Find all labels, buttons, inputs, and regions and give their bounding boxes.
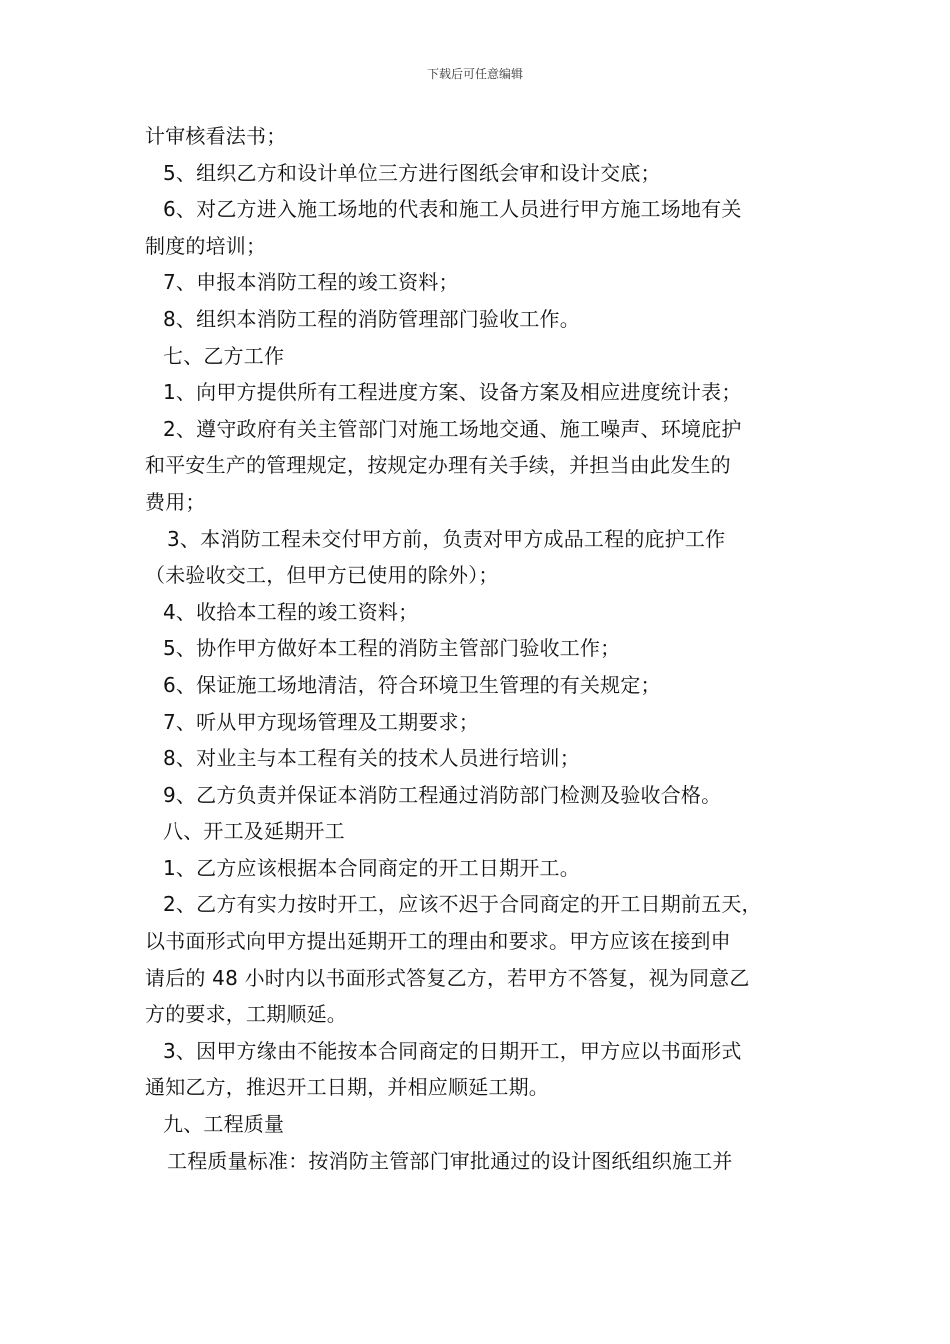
text-line: 2、遵守政府有关主管部门对施工场地交通、施工噪声、环境庇护 (163, 416, 742, 441)
document-body (145, 118, 813, 1179)
text-line: 工程质量标准：按消防主管部门审批通过的设计图纸组织施工并 (167, 1148, 733, 1173)
text-line: 制度的培训； (145, 233, 267, 258)
text-line: 5、协作甲方做好本工程的消防主管部门验收工作； (163, 636, 621, 661)
section-heading: 八、开工及延期开工 (163, 819, 345, 844)
text-line: 4、收拾本工程的竣工资料； (163, 599, 419, 624)
section-heading: 九、工程质量 (163, 1112, 285, 1137)
text-line: 计审核看法书； (145, 124, 287, 148)
text-line: （未验收交工，但甲方已使用的除外）； (145, 563, 499, 588)
text-line: 方的要求，工期顺延。 (145, 1002, 347, 1027)
section-heading: 七、乙方工作 (163, 343, 285, 368)
text-line: 2、乙方有实力按时开工，应该不迟于合同商定的开工日期前五天， (163, 892, 762, 917)
text-line: 3、因甲方缘由不能按本合同商定的日期开工，甲方应以书面形式 (163, 1038, 742, 1063)
page-header: 下载后可任意编辑 (426, 67, 523, 81)
text-line: 请后的 48 小时内以书面形式答复乙方，若甲方不答复，视为同意乙 (145, 965, 750, 990)
text-line: 通知乙方，推迟开工日期，并相应顺延工期。 (145, 1075, 549, 1100)
text-line: 8、对业主与本工程有关的技术人员进行培训； (163, 746, 580, 771)
text-line: 7、听从甲方现场管理及工期要求； (163, 709, 479, 734)
text-line: 9、乙方负责并保证本消防工程通过消防部门检测及验收合格。 (163, 782, 722, 807)
text-line: 费用； (145, 489, 206, 514)
text-line: 5、组织乙方和设计单位三方进行图纸会审和设计交底； (163, 160, 661, 185)
text-line: 8、组织本消防工程的消防管理部门验收工作。 (163, 306, 580, 331)
text-line: 7、申报本消防工程的竣工资料； (163, 270, 459, 295)
text-line: 6、对乙方进入施工场地的代表和施工人员进行甲方施工场地有关 (163, 197, 742, 222)
text-line: 6、保证施工场地清洁，符合环境卫生管理的有关规定； (163, 672, 661, 697)
text-line: 1、向甲方提供所有工程进度方案、设备方案及相应进度统计表； (163, 380, 742, 405)
text-line: 和平安生产的管理规定，按规定办理有关手续，并担当由此发生的 (145, 453, 731, 478)
text-line: 以书面形式向甲方提出延期开工的理由和要求。甲方应该在接到申 (145, 929, 731, 954)
text-line: 3、本消防工程未交付甲方前，负责对甲方成品工程的庇护工作 (167, 526, 726, 551)
text-line: 1、乙方应该根据本合同商定的开工日期开工。 (163, 855, 580, 880)
